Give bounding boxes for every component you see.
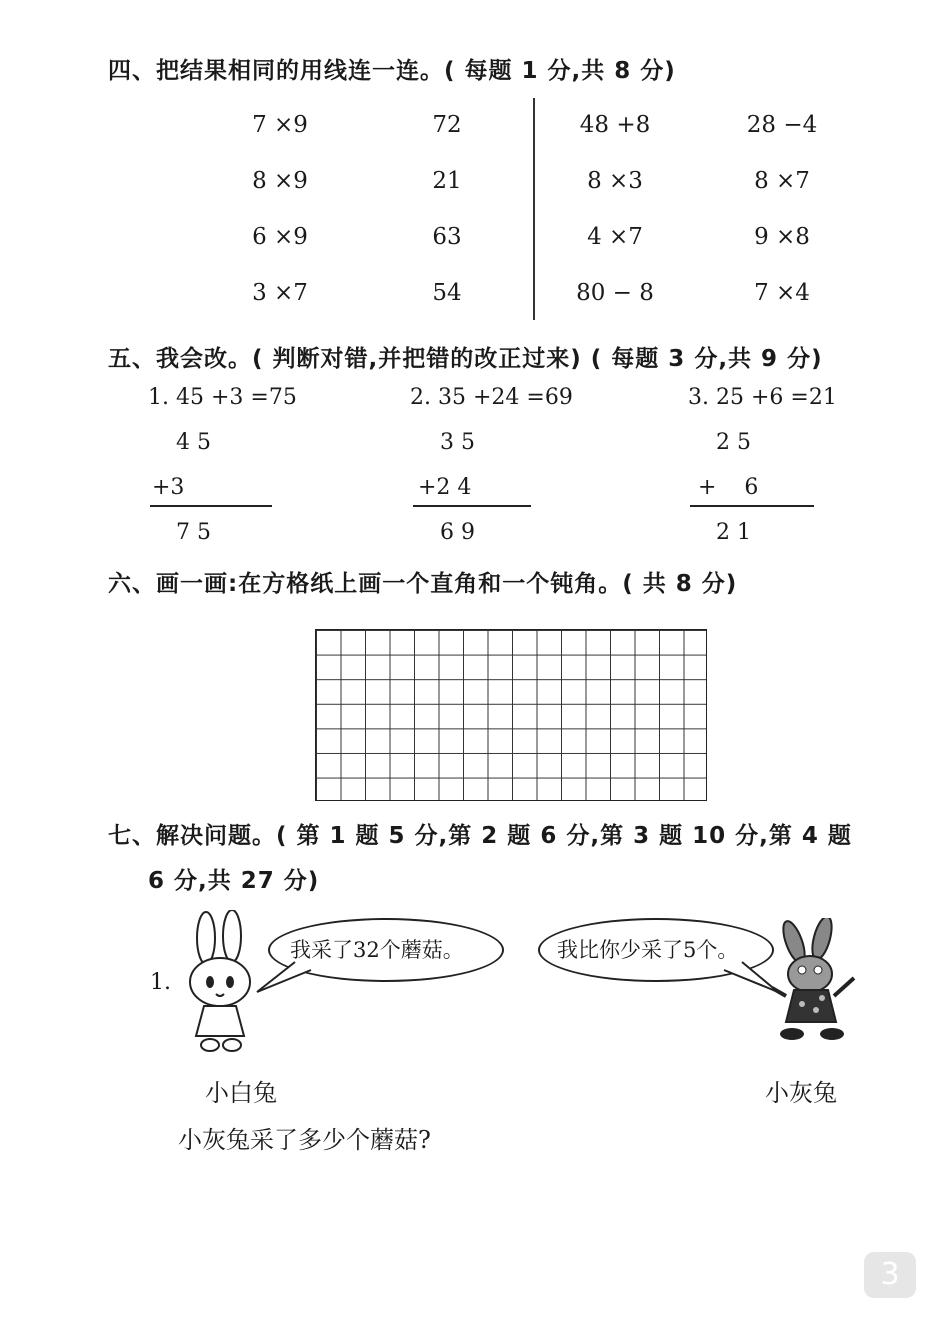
question-text: 小灰兔采了多少个蘑菇? <box>178 1126 431 1154</box>
col2-item: 54 <box>432 280 462 306</box>
col2-item: 63 <box>432 224 462 250</box>
vertical-top: 2 5 <box>716 430 751 455</box>
problem-equation: 3. 25 +6 =21 <box>688 385 837 410</box>
col4-item: 9 ×8 <box>754 224 810 250</box>
vertical-top: 4 5 <box>176 430 211 455</box>
col2-item: 72 <box>432 112 462 138</box>
col1-item: 8 ×9 <box>252 168 308 194</box>
section4-title: 四、把结果相同的用线连一连。( 每题 1 分,共 8 分) <box>108 58 676 84</box>
col2-item: 21 <box>432 168 462 194</box>
sum-line <box>413 505 531 507</box>
sum-line <box>690 505 814 507</box>
vertical-addend: + 6 <box>698 475 759 500</box>
sum-line <box>150 505 272 507</box>
col3-item: 48 +8 <box>579 112 651 138</box>
section7-title-line2: 6 分,共 27 分) <box>148 868 320 894</box>
col4-item: 7 ×4 <box>754 280 810 306</box>
bubble-right-text: 我比你少采了5个。 <box>557 938 739 962</box>
bubble-tail-left <box>255 960 315 994</box>
name-white-rabbit: 小白兔 <box>205 1079 277 1107</box>
vertical-addend: +3 <box>152 475 185 500</box>
drawing-grid[interactable] <box>315 629 707 801</box>
col1-item: 6 ×9 <box>252 224 308 250</box>
name-grey-rabbit: 小灰兔 <box>765 1079 837 1107</box>
page-number-badge: 3 <box>864 1252 916 1298</box>
col1-item: 3 ×7 <box>252 280 308 306</box>
section6-title: 六、画一画:在方格纸上画一个直角和一个钝角。( 共 8 分) <box>108 571 738 597</box>
col3-item: 80 − 8 <box>576 280 654 306</box>
question-number: 1. <box>150 970 171 995</box>
col1-item: 7 ×9 <box>252 112 308 138</box>
section5-title: 五、我会改。( 判断对错,并把错的改正过来) ( 每题 3 分,共 9 分) <box>108 346 823 372</box>
bubble-left-text: 我采了32个蘑菇。 <box>290 938 464 962</box>
column-divider <box>533 98 535 320</box>
bubble-tail-right <box>720 960 780 994</box>
vertical-result: 2 1 <box>716 520 751 545</box>
white-rabbit-illustration <box>182 910 262 1055</box>
col4-item: 8 ×7 <box>754 168 810 194</box>
col3-item: 4 ×7 <box>587 224 643 250</box>
problem-equation: 1. 45 +3 =75 <box>148 385 297 410</box>
problem-equation: 2. 35 +24 =69 <box>410 385 573 410</box>
grey-rabbit-illustration <box>772 918 862 1046</box>
vertical-result: 6 9 <box>440 520 475 545</box>
col3-item: 8 ×3 <box>587 168 643 194</box>
vertical-result: 7 5 <box>176 520 211 545</box>
section7-title-line1: 七、解决问题。( 第 1 题 5 分,第 2 题 6 分,第 3 题 10 分,第 4 题 <box>108 823 852 849</box>
col4-item: 28 −4 <box>746 112 818 138</box>
vertical-top: 3 5 <box>440 430 475 455</box>
vertical-addend: +2 4 <box>418 475 472 500</box>
